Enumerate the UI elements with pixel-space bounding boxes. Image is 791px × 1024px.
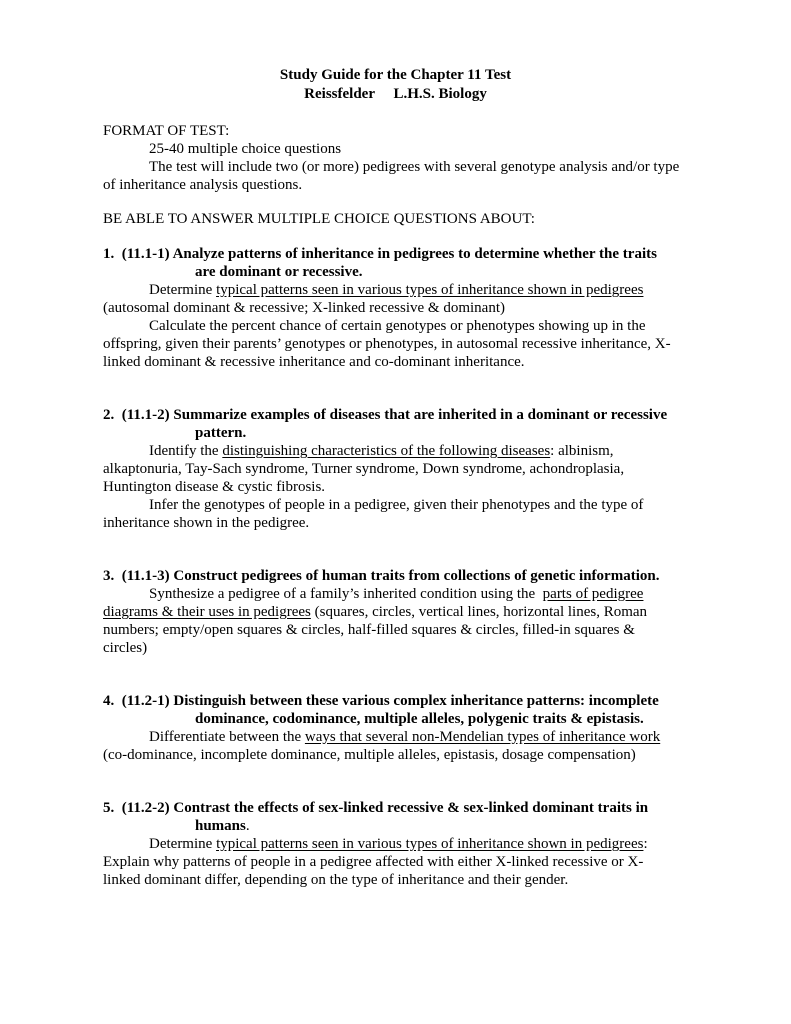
section-5-para-1-end: linked dominant differ, depending on the type of inheritance and their gender. <box>103 872 569 888</box>
section-5-heading: 5. (11.2-2) Contrast the effects of sex-linked recessive & sex-linked dominant traits in <box>103 800 649 816</box>
section-1-para-1-cont: (autosomal dominant & recessive; X-linked recessive & dominant) <box>103 300 505 316</box>
section-5-para-1-cont: Explain why patterns of people in a pedigree affected with either X-linked recessive or X- <box>103 854 644 870</box>
format-heading: FORMAT OF TEST: <box>103 123 230 139</box>
underlined-phrase: ways that several non-Mendelian types of inheritance work <box>304 729 661 745</box>
section-4-para-1-cont: (co-dominance, incomplete dominance, multiple alleles, epistasis, dosage compensation) <box>103 747 636 763</box>
section-5-heading-cont: humans. <box>195 818 250 834</box>
section-1-heading-cont: are dominant or recessive. <box>195 264 363 280</box>
section-4-para-1: Differentiate between the ways that several non-Mendelian types of inheritance work <box>149 729 661 745</box>
format-line-2: The test will include two (or more) pedigrees with several genotype analysis and/or type <box>149 159 680 175</box>
section-2-heading: 2. (11.1-2) Summarize examples of diseases that are inherited in a dominant or recessive <box>103 407 668 423</box>
section-3-para-1-line-3: numbers; empty/open squares & circles, half-filled squares & circles, filled-in squares & <box>103 622 635 638</box>
section-4-heading: 4. (11.2-1) Distinguish between these various complex inheritance patterns: incomplete <box>103 693 659 709</box>
section-4-heading-cont: dominance, codominance, multiple alleles, polygenic traits & epistasis. <box>195 711 644 727</box>
section-1-para-2-cont: offspring, given their parents’ genotypes or phenotypes, in autosomal recessive inheritance, X- <box>103 336 671 352</box>
underlined-phrase: distinguishing characteristics of the following diseases <box>222 443 551 459</box>
section-5-para-1: Determine typical patterns seen in various types of inheritance shown in pedigrees: <box>149 836 648 852</box>
section-3-heading: 3. (11.1-3) Construct pedigrees of human traits from collections of genetic information. <box>103 568 660 584</box>
section-2-heading-cont: pattern. <box>195 425 247 441</box>
underlined-phrase: typical patterns seen in various types of inheritance shown in pedigrees <box>216 836 644 852</box>
section-2-para-1-cont: alkaptonuria, Tay-Sach syndrome, Turner syndrome, Down syndrome, achondroplasia, <box>103 461 625 477</box>
section-3-para-1-cont: diagrams & their uses in pedigrees (squares, circles, vertical lines, horizontal lines, Roman <box>103 604 648 620</box>
section-1-para-2: Calculate the percent chance of certain genotypes or phenotypes showing up in the <box>149 318 646 334</box>
section-1-heading: 1. (11.1-1) Analyze patterns of inheritance in pedigrees to determine whether the traits <box>103 246 657 262</box>
underlined-phrase: diagrams & their uses in pedigrees <box>103 604 311 620</box>
section-1-para-1: Determine typical patterns seen in various types of inheritance shown in pedigrees <box>149 282 644 298</box>
underlined-phrase: typical patterns seen in various types of inheritance shown in pedigrees <box>216 282 644 298</box>
format-line-1: 25-40 multiple choice questions <box>149 141 342 157</box>
section-2-para-1-end: Huntington disease & cystic fibrosis. <box>103 479 326 495</box>
section-1-para-2-end: linked dominant & recessive inheritance and co-dominant inheritance. <box>103 354 525 370</box>
underlined-phrase: parts of pedigree <box>542 586 644 602</box>
section-2-para-2-cont: inheritance shown in the pedigree. <box>103 515 310 531</box>
section-2-para-2: Infer the genotypes of people in a pedigree, given their phenotypes and the type of <box>149 497 644 513</box>
document-title: Study Guide for the Chapter 11 Test <box>279 67 512 83</box>
section-3-para-1: Synthesize a pedigree of a family’s inherited condition using the parts of pedigree <box>149 586 644 602</box>
intro-heading: BE ABLE TO ANSWER MULTIPLE CHOICE QUESTIONS ABOUT: <box>103 211 535 227</box>
format-line-3: of inheritance analysis questions. <box>103 177 303 193</box>
section-3-para-1-end: circles) <box>103 640 148 656</box>
document-subtitle: Reissfelder L.H.S. Biology <box>304 86 487 102</box>
section-2-para-1: Identify the distinguishing characteristics of the following diseases: albinism, <box>149 443 614 459</box>
